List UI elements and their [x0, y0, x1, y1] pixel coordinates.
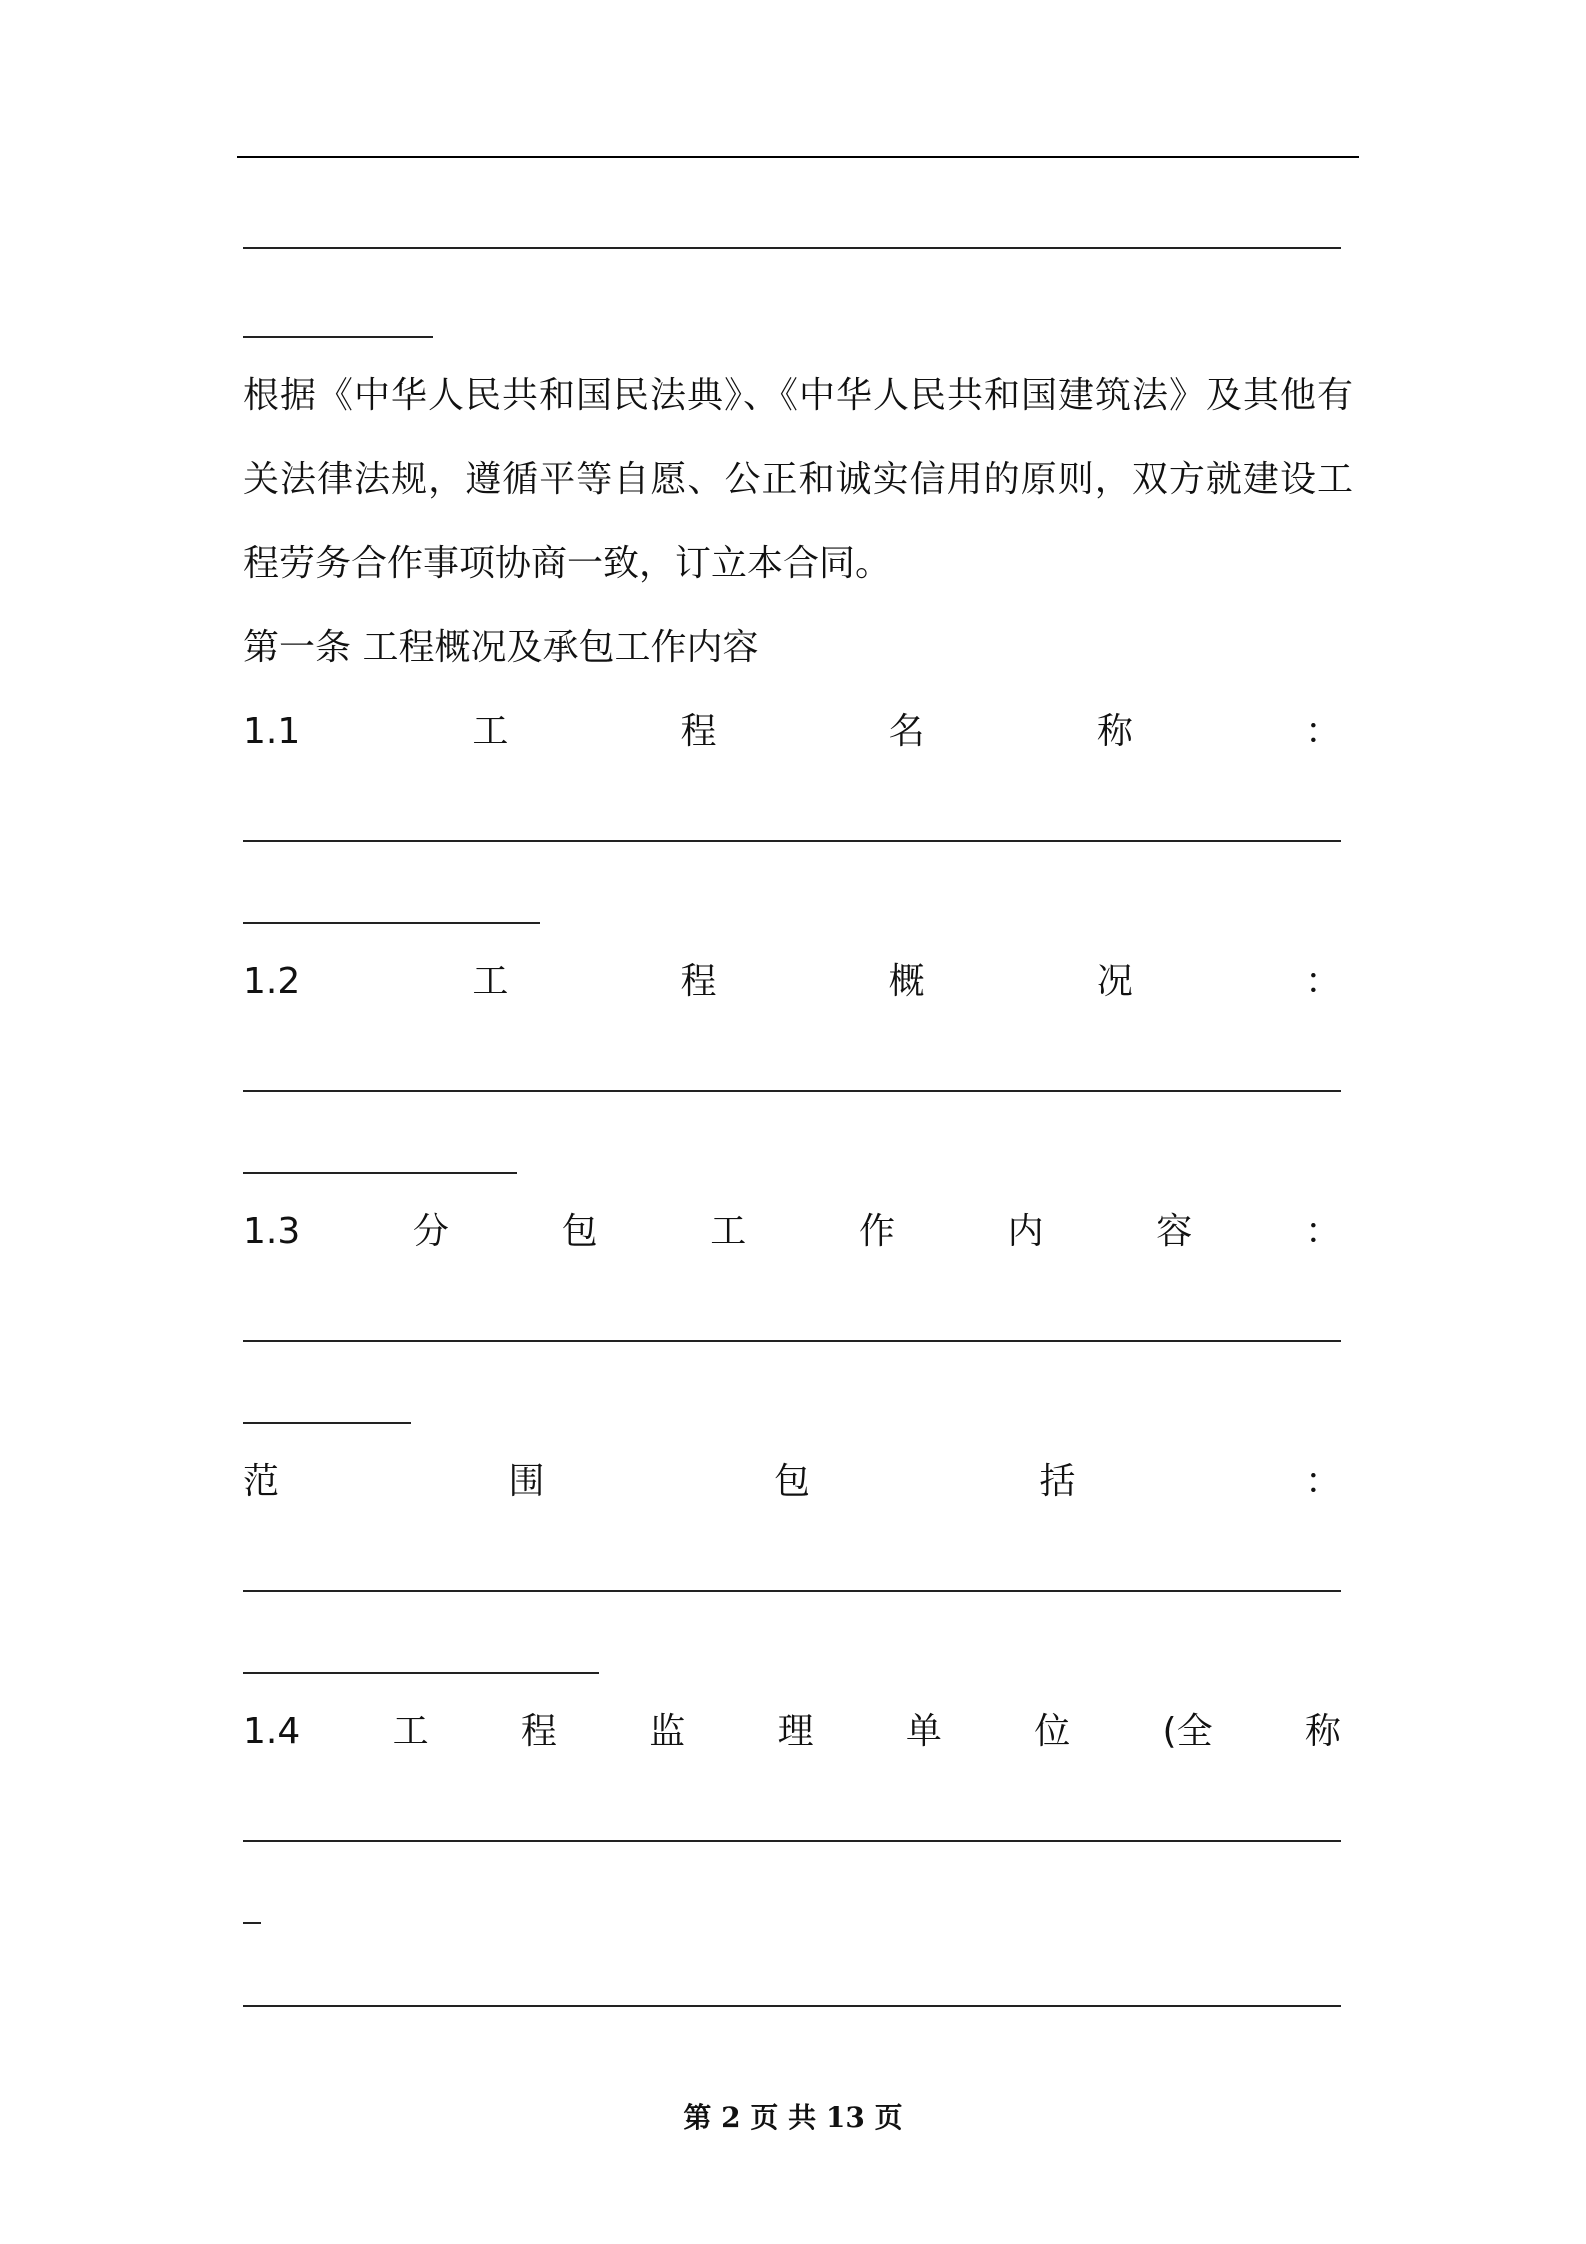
item-1-3-part: 工 — [710, 1211, 747, 1252]
item-1-1-part: 工 — [472, 711, 509, 752]
item-1-1-part: 1.1 — [243, 711, 301, 752]
scope-part: 围 — [508, 1461, 545, 1502]
item-1-4-part: 1.4 — [243, 1711, 301, 1752]
item-1-2-blank — [243, 1090, 1341, 1092]
item-1-4-label — [243, 1708, 1341, 1756]
header-rule — [237, 156, 1359, 158]
item-1-1-part: ： — [1304, 711, 1341, 752]
item-1-2-part: 1.2 — [243, 961, 301, 1002]
item-1-3-part: 1.3 — [243, 1211, 301, 1252]
item-1-4-part: 单 — [905, 1711, 942, 1752]
item-1-2-part: ： — [1304, 961, 1341, 1002]
item-1-4-blank — [243, 1922, 261, 1924]
item-1-4-part: (全 — [1162, 1711, 1213, 1752]
item-1-2-label — [243, 958, 1341, 1006]
item-1-4-part: 称 — [1304, 1711, 1341, 1752]
item-1-4-part: 工 — [392, 1711, 429, 1752]
item-1-1-label — [243, 708, 1341, 756]
item-1-4-blank — [243, 1840, 1341, 1842]
scope-label — [243, 1458, 1341, 1506]
item-1-4-part: 位 — [1034, 1711, 1071, 1752]
item-1-3-blank — [243, 1422, 411, 1424]
scope-part: ： — [1304, 1461, 1341, 1502]
item-1-4-part: 程 — [520, 1711, 557, 1752]
scope-part: 括 — [1039, 1461, 1076, 1502]
article-1-heading: 第一条 工程概况及承包工作内容 — [243, 627, 759, 668]
blank-line — [243, 247, 1341, 249]
blank-line — [243, 336, 433, 338]
item-1-3-part: 内 — [1007, 1211, 1044, 1252]
item-1-4-part: 监 — [649, 1711, 686, 1752]
item-1-1-blank — [243, 922, 540, 924]
item-1-2-part: 况 — [1096, 961, 1133, 1002]
item-1-3-part: ： — [1304, 1211, 1341, 1252]
intro-paragraph: 根据《中华人民共和国民法典》、《中华人民共和国建筑法》及其他有关法律法规，遵循平等自愿、公正和诚实信用的原则，双方就建设工程劳务合作事项协商一致，订立本合同。 — [243, 375, 1353, 584]
item-1-4-part: 理 — [777, 1711, 814, 1752]
item-1-2-part: 程 — [680, 961, 717, 1002]
item-1-1-part: 程 — [680, 711, 717, 752]
item-1-3-part: 包 — [561, 1211, 598, 1252]
item-1-3-blank — [243, 1340, 1341, 1342]
item-1-4-blank — [243, 2005, 1341, 2007]
scope-part: 范 — [243, 1461, 280, 1502]
item-1-2-blank — [243, 1172, 517, 1174]
item-1-1-blank — [243, 840, 1341, 842]
item-1-3-part: 容 — [1156, 1211, 1193, 1252]
scope-blank — [243, 1672, 599, 1674]
item-1-3-label — [243, 1208, 1341, 1256]
item-1-1-part: 称 — [1096, 711, 1133, 752]
page-indicator: 第 2 页 共 13 页 — [683, 2101, 903, 2134]
item-1-3-part: 作 — [858, 1211, 895, 1252]
item-1-2-part: 概 — [888, 961, 925, 1002]
item-1-1-part: 名 — [888, 711, 925, 752]
item-1-2-part: 工 — [472, 961, 509, 1002]
scope-blank — [243, 1590, 1341, 1592]
item-1-3-part: 分 — [412, 1211, 449, 1252]
scope-part: 包 — [773, 1461, 810, 1502]
